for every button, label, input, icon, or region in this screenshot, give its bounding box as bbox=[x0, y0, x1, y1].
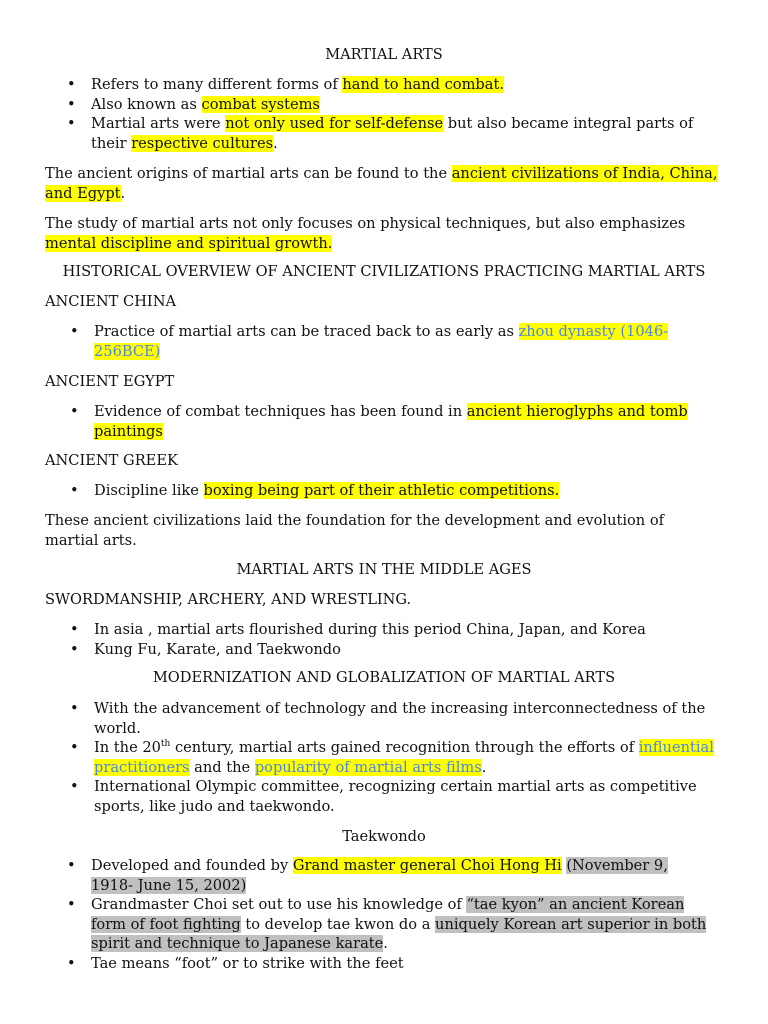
list-item: • Tae means “foot” or to strike with the feet bbox=[91, 954, 710, 974]
list-item: • Practice of martial arts can be traced back to as early as zhou dynasty (1046-256BCE) bbox=[94, 322, 690, 361]
list-item: • Also known as combat systems bbox=[91, 95, 720, 115]
subheading-greek: ANCIENT GREEK bbox=[45, 452, 178, 469]
list-item: • With the advancement of technology and the increasing interconnectedness of the world. bbox=[94, 699, 720, 738]
section-heading: Taekwondo bbox=[342, 828, 426, 845]
foundation-paragraph: These ancient civilizations laid the foundation for the development and evolution of martial arts. bbox=[45, 512, 665, 549]
section-heading: MARTIAL ARTS IN THE MIDDLE AGES bbox=[236, 561, 532, 578]
intro-list bbox=[91, 75, 720, 153]
egypt-list bbox=[94, 402, 710, 441]
doc-title: MARTIAL ARTS bbox=[325, 46, 443, 63]
subheading-china: ANCIENT CHINA bbox=[45, 293, 177, 310]
list-item: • International Olympic committee, recognizing certain martial arts as competitive sports, like judo and taekwondo. bbox=[94, 777, 720, 816]
middle-ages-list bbox=[94, 620, 720, 659]
list-item: • In the 20th century, martial arts gained recognition through the efforts of influential practitioners and the popularity of martial arts films. bbox=[94, 738, 720, 777]
subheading-egypt: ANCIENT EGYPT bbox=[45, 373, 175, 390]
greek-list bbox=[94, 481, 720, 501]
list-item: • Refers to many different forms of hand to hand combat. bbox=[91, 75, 720, 95]
list-item: • Kung Fu, Karate, and Taekwondo bbox=[94, 640, 720, 660]
list-item: • In asia , martial arts flourished during this period China, Japan, and Korea bbox=[94, 620, 720, 640]
list-item: • Martial arts were not only used for self-defense but also became integral parts of their respective cultures. bbox=[91, 114, 720, 153]
section-heading: MODERNIZATION AND GLOBALIZATION OF MARTIAL ARTS bbox=[152, 669, 616, 686]
list-item: • Grandmaster Choi set out to use his knowledge of “tae kyon” an ancient Korean form of foot fighting to develop tae kwon do a uniquely Korean art superior in both spirit and technique to Japanese karate. bbox=[91, 895, 710, 954]
taekwondo-list bbox=[91, 856, 710, 974]
list-item: • Discipline like boxing being part of their athletic competitions. bbox=[94, 481, 720, 501]
list-item: • Evidence of combat techniques has been found in ancient hieroglyphs and tomb paintings bbox=[94, 402, 710, 441]
subheading-swordsmanship: SWORDMANSHIP, ARCHERY, AND WRESTLING. bbox=[45, 591, 412, 608]
study-paragraph: The study of martial arts not only focuses on physical techniques, but also emphasizes mental discipline and spiritual growth. bbox=[45, 215, 686, 252]
china-list bbox=[94, 322, 690, 361]
list-item: • Developed and founded by Grand master general Choi Hong Hi (November 9, 1918- June 15, 2002) bbox=[91, 856, 710, 895]
origins-paragraph: The ancient origins of martial arts can be found to the ancient civilizations of India, China, and Egypt. bbox=[45, 165, 718, 202]
section-heading: HISTORICAL OVERVIEW OF ANCIENT CIVILIZATIONS PRACTICING MARTIAL ARTS bbox=[62, 263, 706, 280]
modern-list bbox=[94, 699, 720, 817]
